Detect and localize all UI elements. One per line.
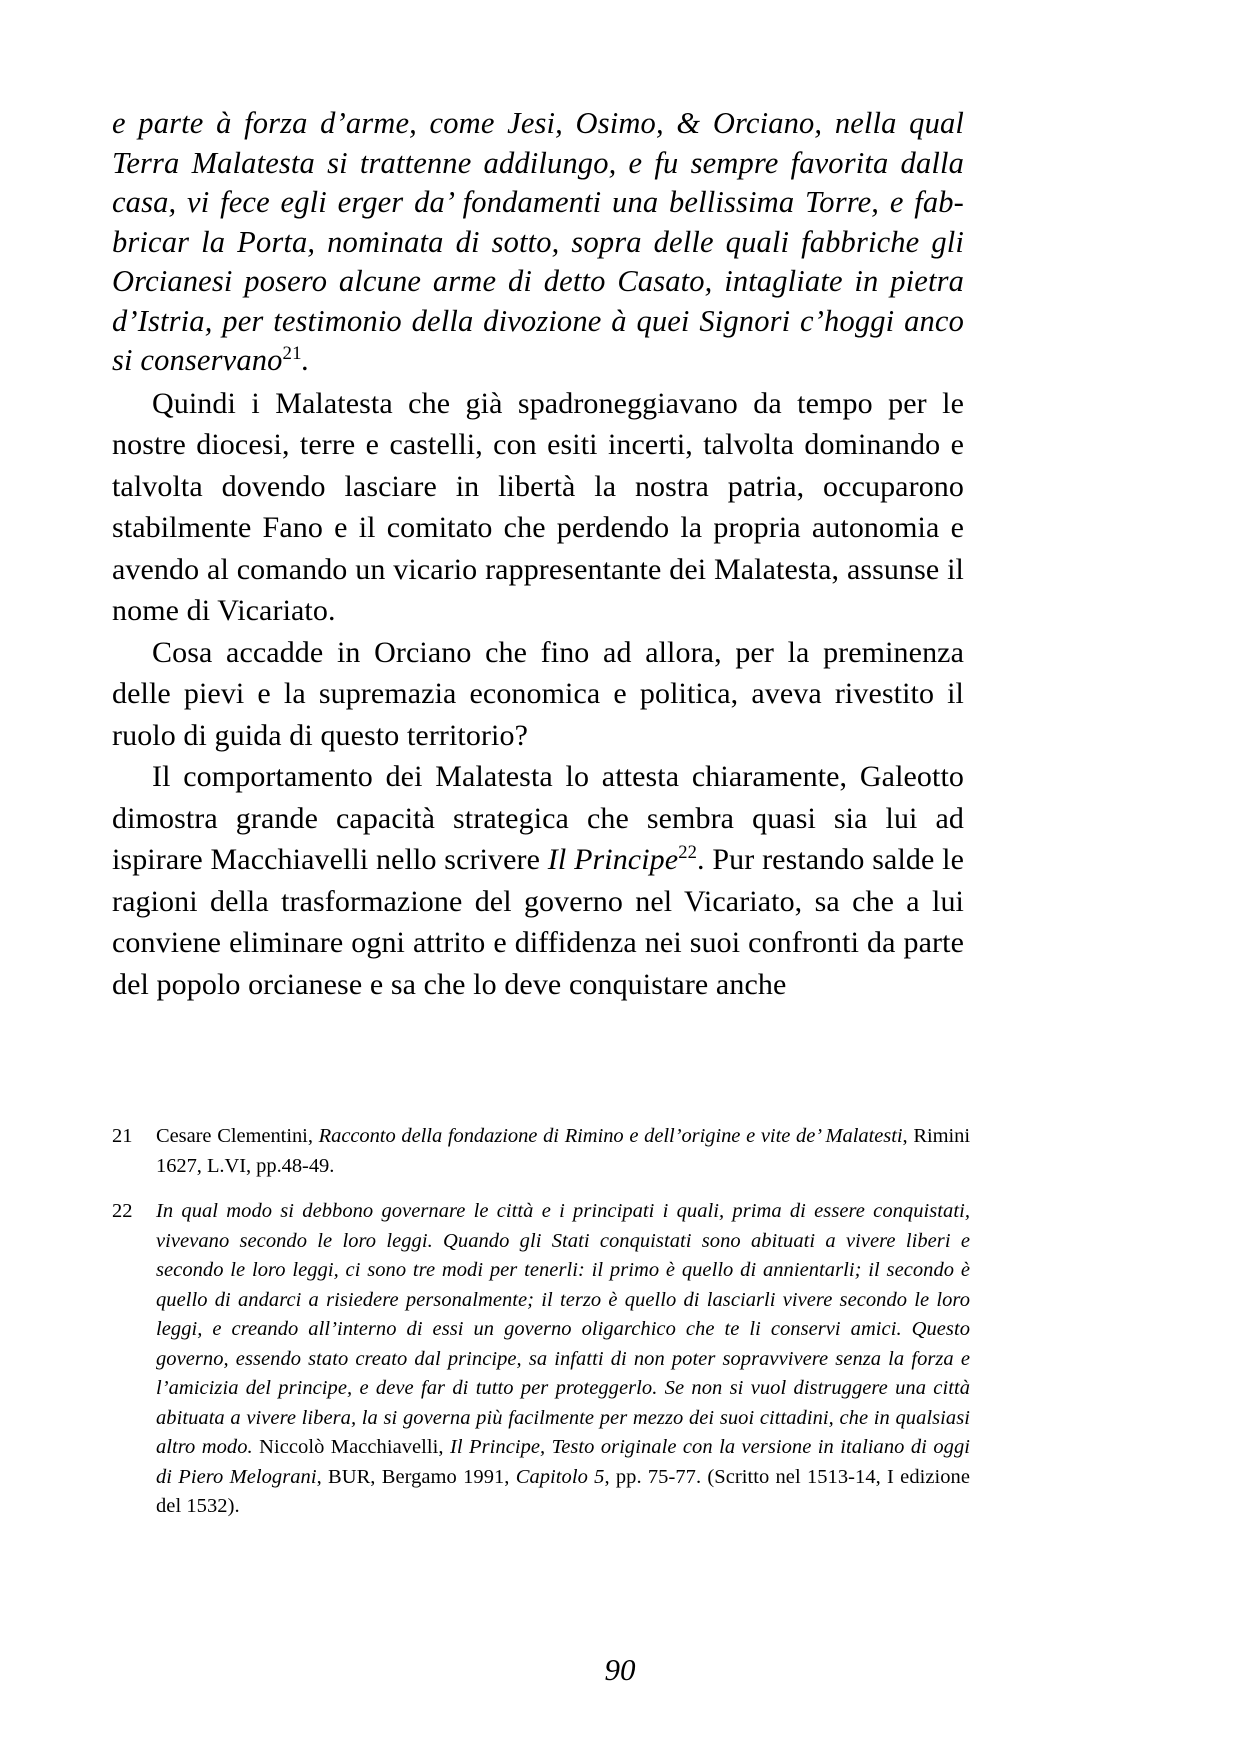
footnote-22-number: 22 xyxy=(112,1200,133,1222)
page-number-label: 90 xyxy=(604,1652,636,1687)
footnote-22-text xyxy=(156,1197,970,1522)
footnote-ref-21[interactable]: 21 xyxy=(282,342,302,364)
paragraph-quindi-text: Quindi i Malatesta che già spadroneggiavano da tempo per le nostre diocesi, terre e castelli, con esiti incerti, talvolta dominando e talvolta dovendo lasciare in libertà la nostra patria, occuparono stabilmente Fano e il comitato che perdendo la propria autonomia e avendo al comando un vicario rappresentante dei Malatesta, assunse il nome di Vicariato. xyxy=(112,386,964,627)
footnote-21-tail: , Rimini 1627, L.VI, pp.48-49. xyxy=(156,1125,970,1177)
quote-line-5: Orcianesi posero alcune arme di detto Casato, intagliate in pietra xyxy=(112,264,964,298)
paragraph-comportamento xyxy=(112,756,964,1005)
footnote-21-author: Cesare Clementini, xyxy=(156,1125,319,1147)
footnote-22-ref-author: Niccolò Macchiavelli, xyxy=(259,1436,451,1458)
paragraph-comportamento-tail: . Pur restando salde le ragioni della trasformazione del governo nel Vicariato, sa che a lui conviene eliminare ogni attrito e diffidenza nei suoi confronti da parte del popolo orcianese e sa che lo deve conquistare anche xyxy=(112,843,964,1001)
quote-period: . xyxy=(301,343,310,377)
paragraph-cosa-text: Cosa accadde in Orciano che fino ad allora, per la preminenza delle pievi e la supremazia economica e politica, aveva rivestito il ruolo di guida di questo territorio? xyxy=(112,635,964,752)
footnote-21 xyxy=(112,1122,970,1181)
footnote-ref-22[interactable]: 22 xyxy=(678,842,697,863)
paragraph-cosa xyxy=(112,632,964,757)
footnote-22-ref-pages: , pp. 75-77. (Scritto nel 1513-14, I edizione del 1532). xyxy=(156,1465,971,1517)
quote-line-7: si conservano xyxy=(112,343,283,377)
footnote-21-text xyxy=(156,1122,970,1181)
paragraph-comportamento-lead: Il comportamento dei Malatesta lo attesta chiaramente, Galeotto dimostra grande capacità strategica che sembra quasi sia lui ad ispirare Macchiavelli nello scrivere xyxy=(112,760,964,876)
quote-line-3: casa, vi fece egli erger da’ fondamenti una bellissima Torre, e fab- xyxy=(112,185,964,219)
footnote-22-ref-title: Il Principe, Testo originale con la versione in italiano di oggi di Piero Melograni xyxy=(156,1436,970,1488)
footnote-21-number: 21 xyxy=(112,1125,133,1147)
footnote-22-quote: In qual modo si debbono governare le città e i principati i quali, prima di essere conquistati, vivevano secondo le loro leggi. Quando gli Stati conquistati sono abituati a vivere liberi e secondo le loro leggi, ci sono tre modi per tenerli: il primo è quello di annientarli; il secondo è quello di andarci a risiedere personalmente; il terzo è quello di lasciarli vivere secondo le loro leggi, e creando all’interno di essi un governo oligarchico che te li conservi amici. Questo governo, essendo stato creato dal principe, sa infatti di non poter sopravvivere senza la forza e l’amicizia del principe, e deve far di tutto per proteggerlo. Se non si vuol distruggere una città abituata a vivere libera, la si governa più facilmente per mezzo dei suoi cittadini, che in qualsiasi altro modo. xyxy=(156,1200,970,1458)
quote-line-6: d’Istria, per testimonio della divozione à quei Signori c’hoggi anco xyxy=(112,303,964,338)
page-text-block xyxy=(112,104,964,1005)
footnote-22-ref-chapter: Capitolo 5 xyxy=(515,1465,605,1488)
work-title-il-principe: Il Principe xyxy=(547,843,679,876)
quote-line-4: bricar la Porta, nominata di sotto, sopra delle quali fabbriche gli xyxy=(112,224,964,259)
block-quote xyxy=(112,104,964,381)
footnotes-section xyxy=(112,1122,970,1538)
footnote-22 xyxy=(112,1197,970,1522)
footnote-22-ref-pub: , BUR, Bergamo 1991, xyxy=(316,1465,516,1488)
paragraph-quindi xyxy=(112,383,964,632)
page-number xyxy=(0,1652,1240,1688)
quote-line-1: e parte à forza d’arme, come Jesi, Osimo, & Orciano, nella qual xyxy=(112,106,964,140)
footnote-21-title: Racconto della fondazione di Rimino e dell’origine e vite de’ Malatesti xyxy=(318,1125,903,1147)
quote-line-2: Terra Malatesta si trattenne addilungo, e fu sempre favorita dalla xyxy=(112,145,964,180)
